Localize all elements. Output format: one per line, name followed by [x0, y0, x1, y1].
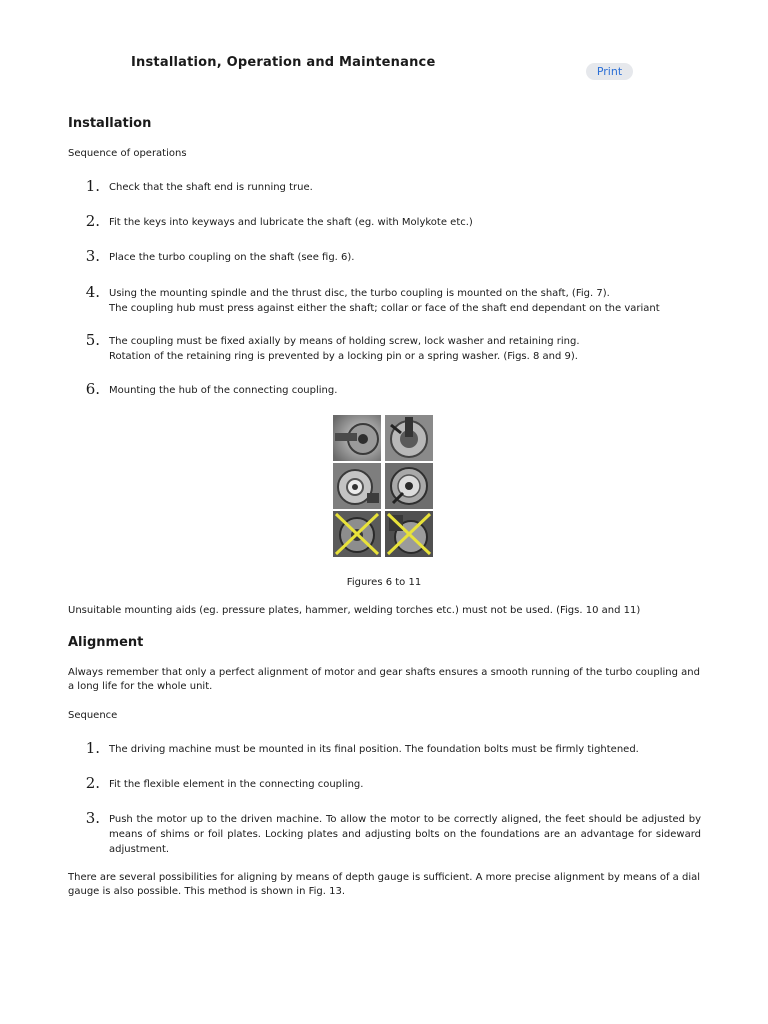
installation-heading: Installation — [68, 116, 152, 131]
alignment-intro: Always remember that only a perfect alignment of motor and gear shafts ensures a smooth running of the turbo coupling and a long life for the whole unit. — [68, 667, 700, 692]
print-button[interactable]: Print — [586, 63, 633, 80]
figures-6-to-11-image — [331, 413, 436, 559]
step-text: Fit the flexible element in the connecting coupling. — [109, 779, 364, 790]
step-number: 5. — [85, 331, 100, 349]
step-number: 1. — [85, 177, 100, 195]
step-number: 2. — [85, 212, 100, 230]
step-number: 3. — [85, 247, 100, 265]
figure-8-photo — [333, 463, 381, 509]
page-title: Installation, Operation and Maintenance — [131, 55, 436, 70]
step-number: 6. — [85, 380, 100, 398]
step-text: The coupling must be fixed axially by means of holding screw, lock washer and retaining ring. Rotation of the retaining ring is prevented by a locking pin or a spring washer. (Figs. 8 and 9). — [109, 336, 580, 362]
sequence-label: Sequence — [68, 710, 118, 721]
step-number: 2. — [85, 774, 100, 792]
figure-10-photo-crossed — [333, 511, 381, 557]
step-text: Push the motor up to the driven machine. To allow the motor to be correctly aligned, the feet should be adjusted by means of shims or foil plates. Locking plates and adjusting bolts on the foundations are an advantage for sideward adjustment. — [109, 814, 701, 855]
figure-6-photo — [333, 415, 381, 461]
figure-caption: Figures 6 to 11 — [346, 577, 422, 588]
alignment-closing: There are several possibilities for aligning by means of depth gauge is sufficient. A more precise alignment by means of a dial gauge is also possible. This method is shown in Fig. 13. — [68, 872, 700, 897]
installation-intro: Sequence of operations — [68, 148, 187, 159]
figure-9-photo — [385, 463, 433, 509]
figure-11-photo-crossed — [385, 511, 433, 557]
step-text: Check that the shaft end is running true. — [109, 182, 313, 193]
step-text: Mounting the hub of the connecting coupling. — [109, 385, 338, 396]
alignment-heading: Alignment — [68, 635, 144, 650]
step-number: 3. — [85, 809, 100, 827]
step-text: Using the mounting spindle and the thrust disc, the turbo coupling is mounted on the shaft, (Fig. 7). The coupling hub must press against either the shaft; collar or face of the shaft end dependant on the variant — [109, 288, 660, 314]
step-number: 1. — [85, 739, 100, 757]
step-text: The driving machine must be mounted in its final position. The foundation bolts must be firmly tightened. — [109, 744, 639, 755]
mounting-warning: Unsuitable mounting aids (eg. pressure plates, hammer, welding torches etc.) must not be used. (Figs. 10 and 11) — [68, 605, 641, 616]
step-number: 4. — [85, 283, 100, 301]
figure-7-photo — [385, 415, 433, 461]
step-text: Fit the keys into keyways and lubricate the shaft (eg. with Molykote etc.) — [109, 217, 473, 228]
step-text: Place the turbo coupling on the shaft (see fig. 6). — [109, 252, 355, 263]
